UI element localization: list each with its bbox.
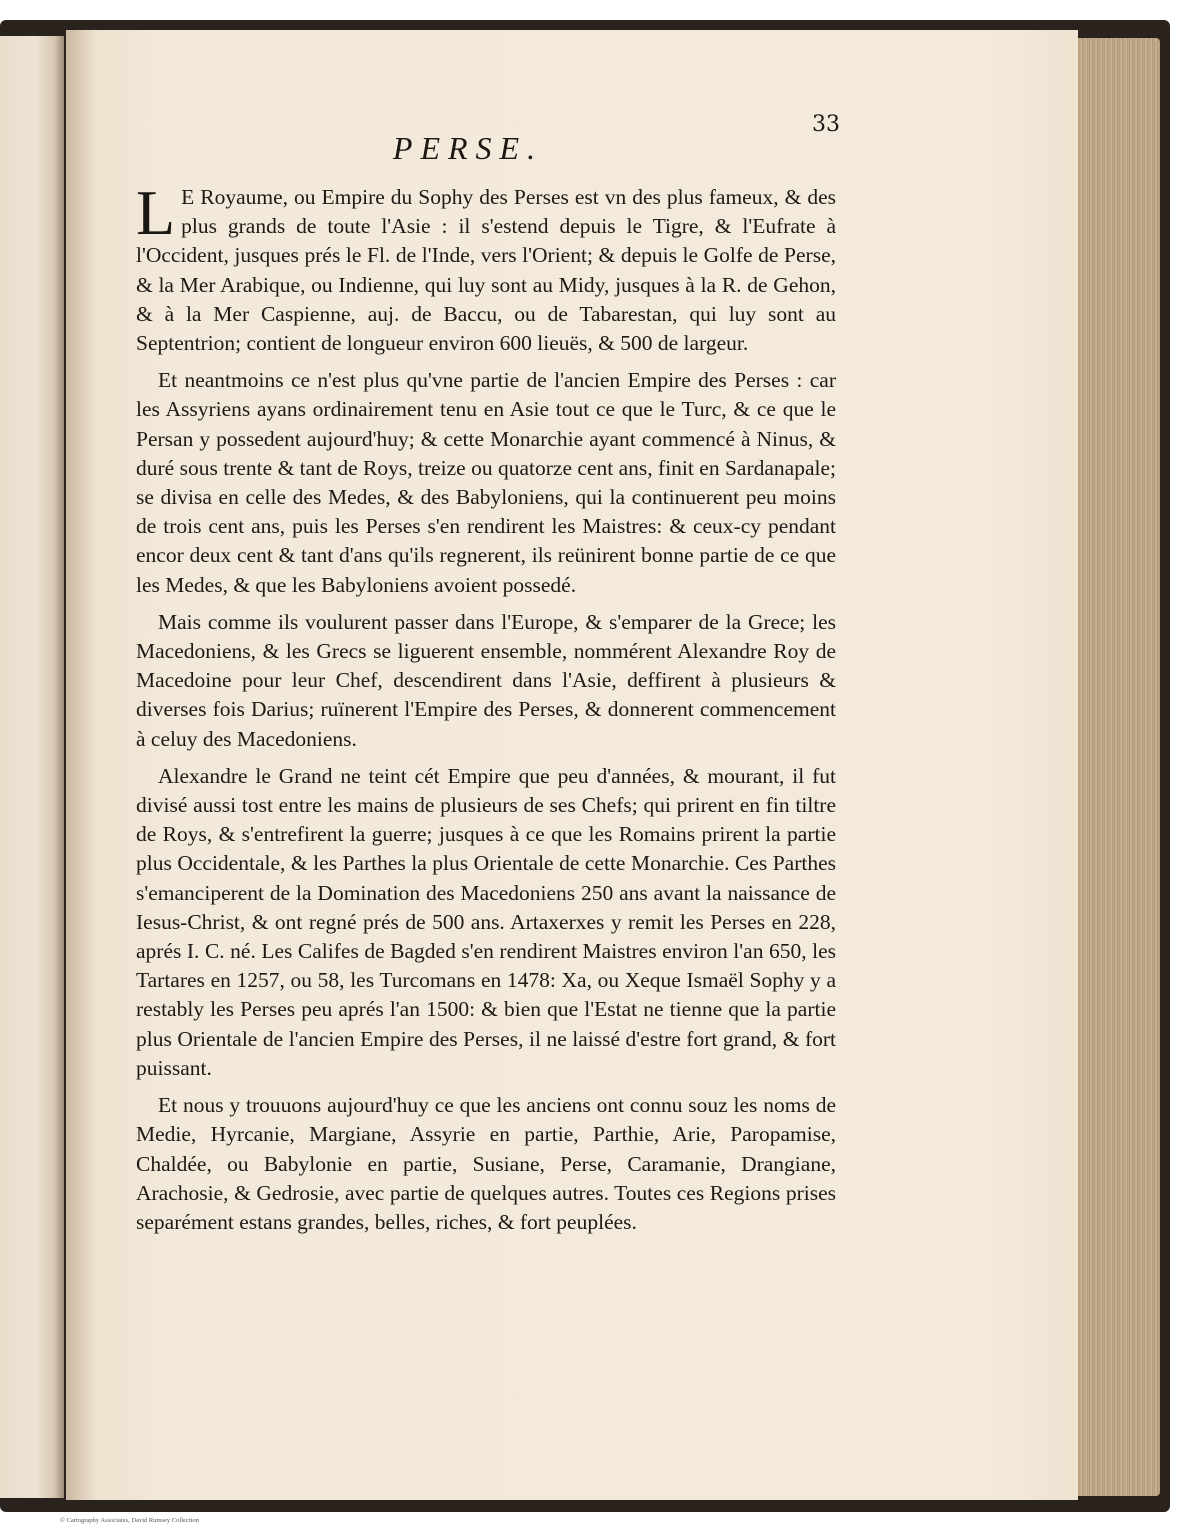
paragraph-2: Et neantmoins ce n'est plus qu'vne partie de l'ancien Empire des Perses : car les Assyriens ayans ordinairement tenu en Asie tout ce que le Turc, & ce que le Persan y possedent aujourd'huy; & cette Monarchie ayant commencé à Ninus, & duré sous trente & tant de Roys, treize ou quatorze cent ans, finit en Sardanapale; se divisa en celle des Medes, & des Babyloniens, qui la continuerent peu moins de trois cent ans, puis les Perses s'en rendirent les Maistres: & ceux-cy pendant encor deux cent & tant d'ans qu'ils regnerent, ils reünirent bonne partie de ce que les Medes, & que les Babyloniens avoient possedé.: [136, 368, 836, 597]
paragraph-5: Et nous y trouuons aujourd'huy ce que les anciens ont connu souz les noms de Medie, Hyrcanie, Margiane, Assyrie en partie, Parthie, Arie, Paropamise, Chaldée, ou Babylonie en partie, Susiane, Perse, Caramanie, Drangiane, Arachosie, & Gedrosie, avec partie de quelques autres. Toutes ces Regions prises separément estans grandes, belles, riches, & fort peuplées.: [136, 1093, 836, 1234]
paragraph-1: [136, 177, 836, 358]
page-edges-stack: [1078, 38, 1160, 1496]
page-title: PERSE.: [392, 130, 544, 166]
paragraph-4: Alexandre le Grand ne teint cét Empire que peu d'années, & mourant, il fut divisé aussi tost entre les mains de plusieurs de ses Chefs; qui prirent en fin tiltre de Roys, & s'entrefirent la guerre; jusques à ce que les Romains prirent la partie plus Occidentale, & les Parthes la plus Orientale de cette Monarchie. Ces Parthes s'emanciperent de la Domination des Macedoniens 250 ans avant la naissance de Iesus-Christ, & ont regné prés de 500 ans. Artaxerxes y remit les Perses en 228, aprés I. C. né. Les Califes de Bagded s'en rendirent Maistres environ l'an 650, les Tartares en 1257, ou 58, les Turcomans en 1478: Xa, ou Xeque Ismaël Sophy y a restably les Perses peu aprés l'an 1500: & bien que l'Estat ne tienne que la partie plus Orientale de l'ancien Empire des Perses, il ne laissé d'estre fort grand, & fort puissant.: [136, 763, 836, 1080]
paragraph-3: Mais comme ils voulurent passer dans l'Europe, & s'emparer de la Grece; les Macedoniens, & les Grecs se liguerent ensemble, nommérent Alexandre Roy de Macedoine pour leur Chef, descendirent dans l'Asie, deffirent à plusieurs & diverses fois Darius; ruïnerent l'Empire des Perses, & donnerent commencement à celuy des Macedoniens.: [136, 609, 836, 751]
page-number: 33: [812, 112, 840, 137]
body-text: [136, 177, 836, 1245]
left-page-edge: [0, 36, 64, 1498]
collection-credit: © Cartography Associates, David Rumsey Collection: [60, 1517, 199, 1524]
drop-cap: L: [136, 177, 176, 248]
paragraph-1-text: E Royaume, ou Empire du Sophy des Perses est vn des plus fameux, & des plus grands de toute l'Asie : il s'estend depuis le Tigre, & l'Eufrate à l'Occident, jusques prés le Fl. de l'Inde, vers l'Orient; & depuis le Golfe de Perse, & la Mer Arabique, ou Indienne, qui luy sont au Midy, jusques à la R. de Gehon, & à la Mer Caspienne, auj. de Baccu, ou de Tabarestan, qui luy sont au Septentrion; contient de longueur environ 600 lieuës, & 500 de largeur.: [136, 185, 836, 356]
